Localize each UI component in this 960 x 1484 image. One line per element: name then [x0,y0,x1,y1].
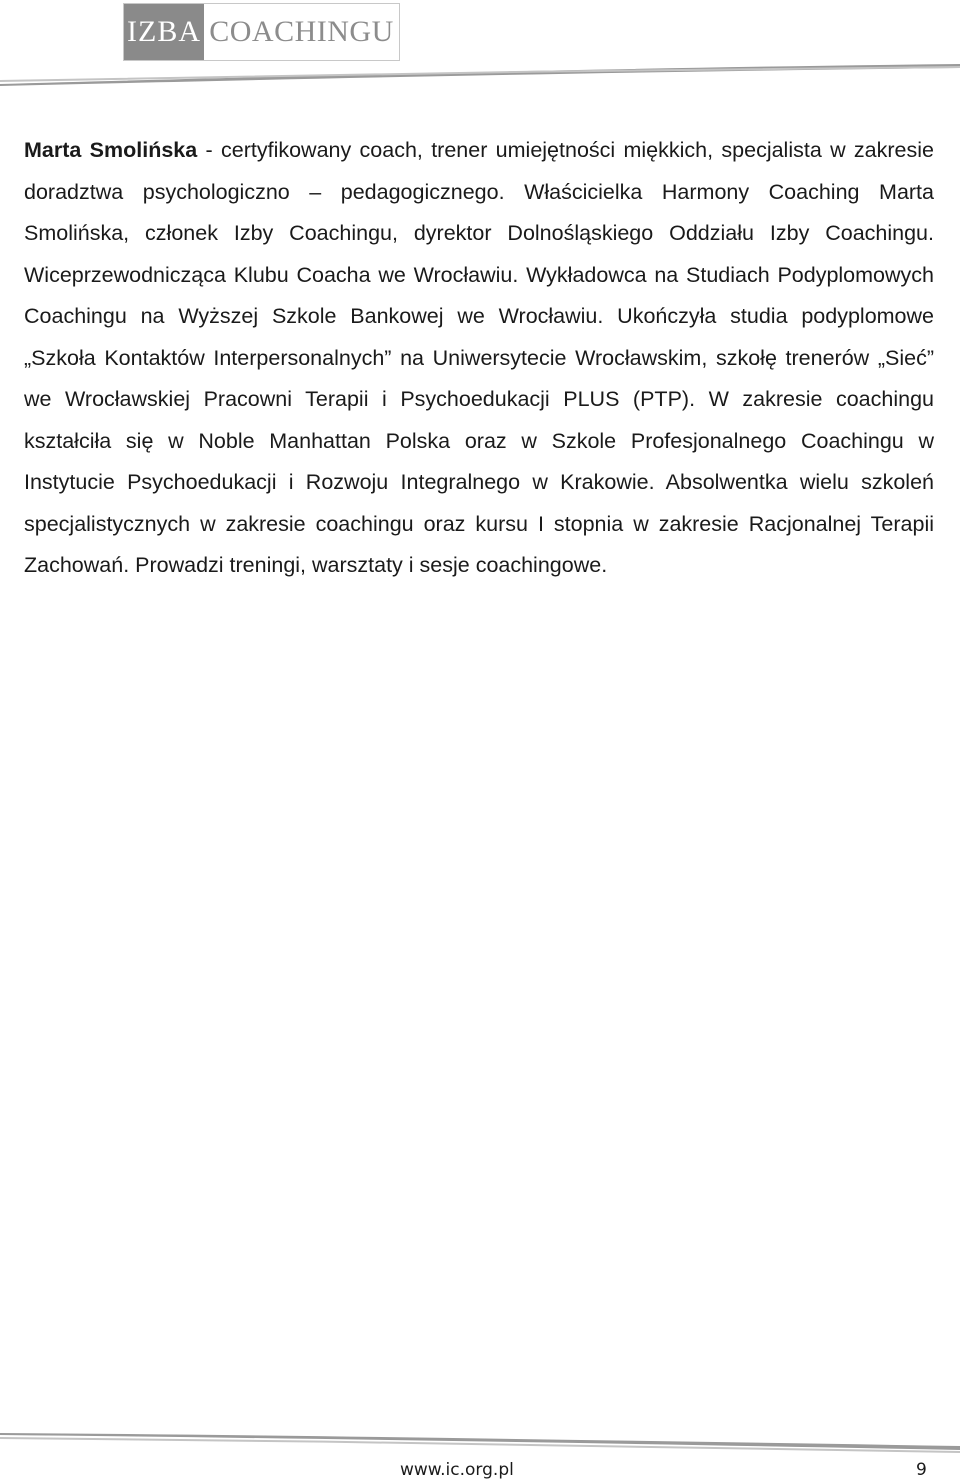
footer-swoosh-divider [0,1432,960,1454]
logo-coachingu: COACHINGU [204,4,399,60]
footer-url[interactable]: www.ic.org.pl [400,1460,514,1480]
logo-izba: IZBA [124,4,204,60]
person-name: Marta Smolińska [24,138,198,162]
header-swoosh-divider [0,60,960,86]
page-number: 9 [916,1460,927,1480]
bio-text: - certyfikowany coach, trener umiejętności miękkich, specjalista w zakresie doradztwa psychologiczno – pedagogicznego. Właścicielka Harmony Coaching Marta Smolińska, członek Izby Coachingu, dyrektor Dolnośląskiego Oddziału Izby Coachingu. Wiceprzewodnicząca Klubu Coacha we Wrocławiu. Wykładowca na Studiach Podyplomowych Coachingu na Wyższej Szkole Bankowej we Wrocławiu. Ukończyła studia podyplomowe „Szkoła Kontaktów Interpersonalnych” na Uniwersytecie Wrocławskim, szkołę trenerów „Sieć” we Wrocławskiej Pracowni Terapii i Psychoedukacji PLUS (PTP). W zakresie coachingu kształciła się w Noble Manhattan Polska oraz w Szkole Profesjonalnego Coachingu w Instytucie Psychoedukacji i Rozwoju Integralnego w Krakowie. Absolwentka wielu szkoleń specjalistycznych w zakresie coachingu oraz kursu I stopnia w zakresie Racjonalnej Terapii Zachowań. Prowadzi treningi, warsztaty i sesje coachingowe. [24,138,934,577]
bio-paragraph [24,130,934,587]
logo [123,3,400,61]
